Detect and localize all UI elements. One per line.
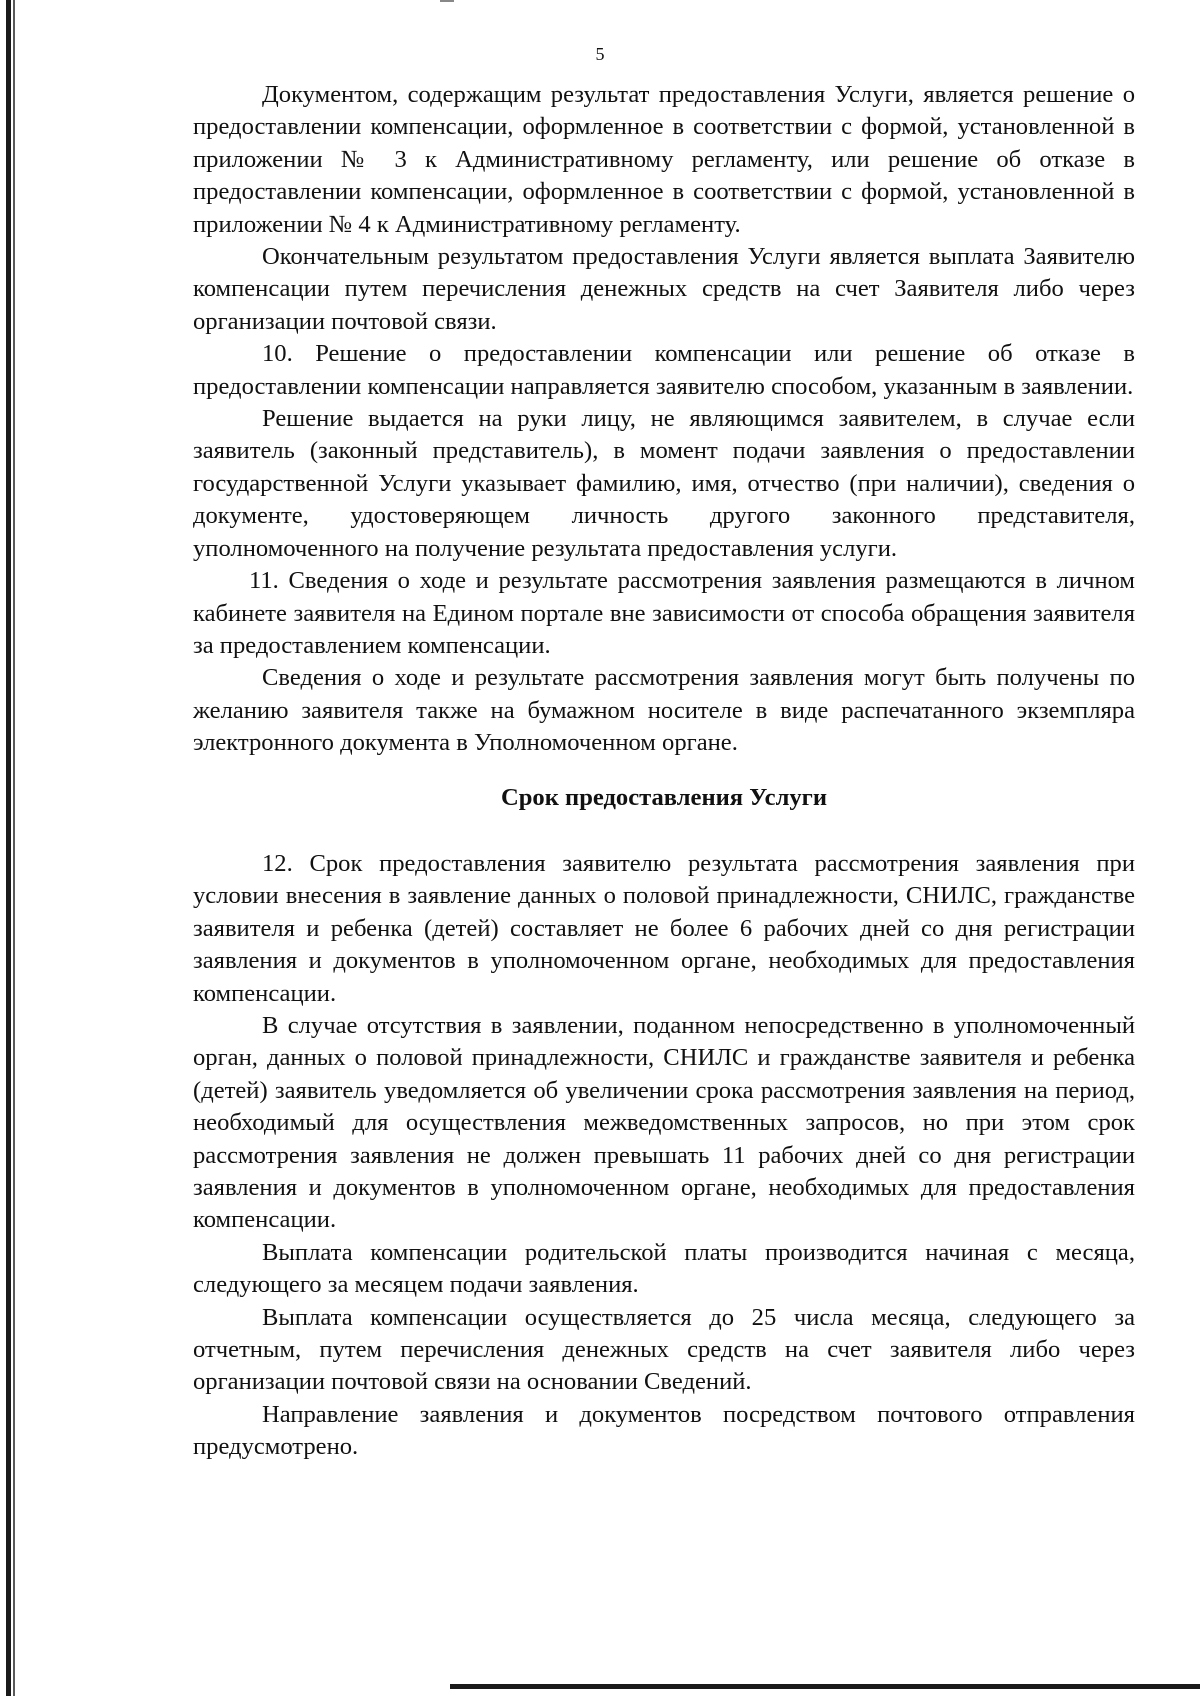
section-heading-service-term: Срок предоставления Услуги	[500, 783, 828, 811]
document-body	[193, 79, 1135, 1464]
scan-speck	[440, 0, 454, 2]
paragraph-final-result: Окончательным результатом предоставления Услуги является выплата Заявителю компенсации путем перечисления денежных средств на счет Заявителя либо через организации почтовой связи.	[193, 243, 1135, 335]
paragraph-payment-deadline: Выплата компенсации осуществляется до 25 числа месяца, следующего за отчетным, путем перечисления денежных средств на счет заявителя либо через организации почтовой связи на основании Сведений.	[193, 1303, 1135, 1396]
page-number: 5	[595, 44, 605, 64]
paragraph-payment-start: Выплата компенсации родительской платы производится начиная с месяца, следующего за месяцем подачи заявления.	[193, 1238, 1135, 1299]
paragraph-result-document: Документом, содержащим результат предоставления Услуги, является решение о предоставлении компенсации, оформленное в соответствии с формой, установленной в приложении № 3 к Административному регламенту, или решение об отказе в предоставлении компенсации, оформленное в соответствии с формой, установленной в приложении № 4 к Административному регламенту.	[193, 81, 1135, 238]
paragraph-11: 11. Сведения о ходе и результате рассмотрения заявления размещаются в личном кабинете заявителя на Едином портале вне зависимости от способа обращения заявителя за предоставлением компенсации.	[193, 567, 1135, 659]
paragraph-12: 12. Срок предоставления заявителю результата рассмотрения заявления при условии внесения в заявление данных о половой принадлежности, СНИЛС, гражданстве заявителя и ребенка (детей) составляет не более 6 рабочих дней со дня регистрации заявления и документов в уполномоченном органе, необходимых для предоставления компенсации.	[193, 849, 1135, 1007]
paragraph-postal-submission: Направление заявления и документов посредством почтового отправления предусмотрено.	[193, 1400, 1135, 1461]
scan-left-edge	[6, 0, 11, 1696]
paragraph-missing-data: В случае отсутствия в заявлении, поданном непосредственно в уполномоченный орган, данных о половой принадлежности, СНИЛС и гражданстве заявителя и ребенка (детей) заявитель уведомляется об увеличении срока рассмотрения заявления на период, необходимый для осуществления межведомственных запросов, но при этом срок рассмотрения заявления не должен превышать 11 рабочих дней со дня регистрации заявления и документов в уполномоченном органе, необходимых для предоставления компенсации.	[193, 1011, 1135, 1234]
paragraph-10: 10. Решение о предоставлении компенсации или решение об отказе в предоставлении компенсации направляется заявителю способом, указанным в заявлении.	[193, 340, 1135, 400]
paragraph-paper-copy: Сведения о ходе и результате рассмотрения заявления могут быть получены по желанию заявителя также на бумажном носителе в виде распечатанного экземпляра электронного документа в Уполномоченном органе.	[193, 664, 1135, 757]
scan-bottom-edge	[450, 1684, 1200, 1689]
paragraph-decision-handover: Решение выдается на руки лицу, не являющимся заявителем, в случае если заявитель (законный представитель), в момент подачи заявления о предоставлении государственной Услуги указывает фамилию, имя, отчество (при наличии), сведения о документе, удостоверяющем личность другого законного представителя, уполномоченного на получение результата предоставления услуги.	[193, 405, 1135, 562]
scan-left-edge-inner	[13, 0, 15, 1696]
